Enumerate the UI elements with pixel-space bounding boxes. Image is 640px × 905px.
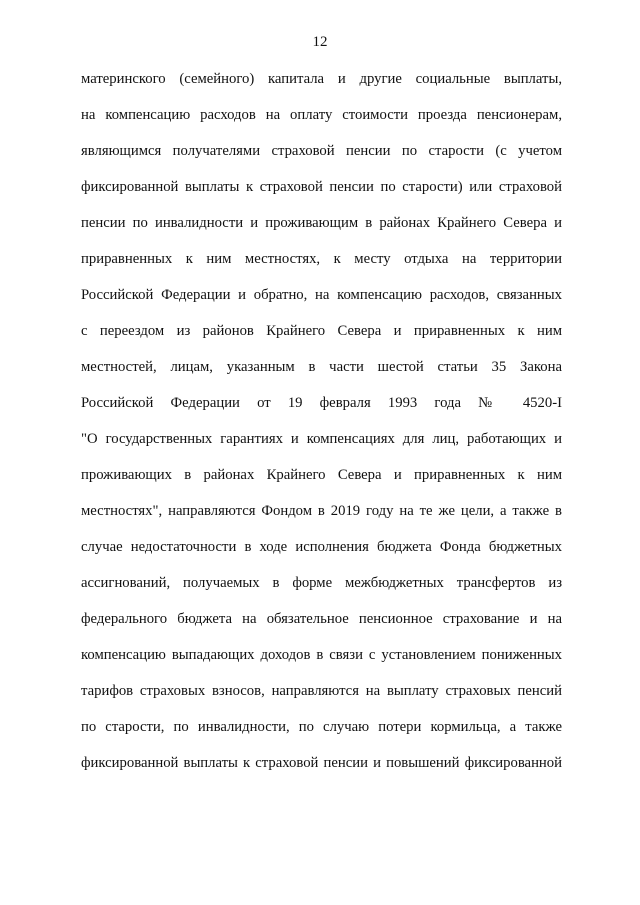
text-line: "О государственных гарантиях и компенсациях для лиц, работающих и — [81, 431, 562, 447]
text-line: ассигнований, получаемых в форме межбюджетных трансфертов из — [81, 575, 562, 591]
text-line: случае недостаточности в ходе исполнения бюджета Фонда бюджетных — [81, 539, 562, 555]
text-line: материнского (семейного) капитала и другие социальные выплаты, — [81, 71, 562, 87]
text-line: являющимся получателями страховой пенсии по старости (с учетом — [81, 143, 562, 159]
text-line: федерального бюджета на обязательное пенсионное страхование и на — [81, 611, 562, 627]
text-line: на компенсацию расходов на оплату стоимости проезда пенсионерам, — [81, 107, 562, 123]
text-line: тарифов страховых взносов, направляются на выплату страховых пенсий — [81, 683, 562, 699]
text-line: местностях", направляются Фондом в 2019 году на те же цели, а также в — [81, 503, 562, 519]
text-line: фиксированной выплаты к страховой пенсии по старости) или страховой — [81, 179, 562, 195]
text-line: компенсацию выпадающих доходов в связи с установлением пониженных — [81, 647, 562, 663]
body-text — [81, 70, 562, 790]
text-line: Российской Федерации и обратно, на компенсацию расходов, связанных — [81, 287, 562, 303]
text-line: фиксированной выплаты к страховой пенсии и повышений фиксированной — [81, 755, 562, 771]
text-line: приравненных к ним местностях, к месту отдыха на территории — [81, 251, 562, 267]
page-number: 12 — [312, 34, 328, 50]
text-line: с переездом из районов Крайнего Севера и приравненных к ним — [81, 323, 562, 339]
text-line: по старости, по инвалидности, по случаю потери кормильца, а также — [81, 719, 562, 735]
text-line: проживающих в районах Крайнего Севера и приравненных к ним — [81, 467, 562, 483]
text-line: местностей, лицам, указанным в части шестой статьи 35 Закона — [81, 359, 562, 375]
text-line: пенсии по инвалидности и проживающим в районах Крайнего Севера и — [81, 215, 562, 231]
text-line: Российской Федерации от 19 февраля 1993 года № 4520-I — [81, 395, 562, 411]
